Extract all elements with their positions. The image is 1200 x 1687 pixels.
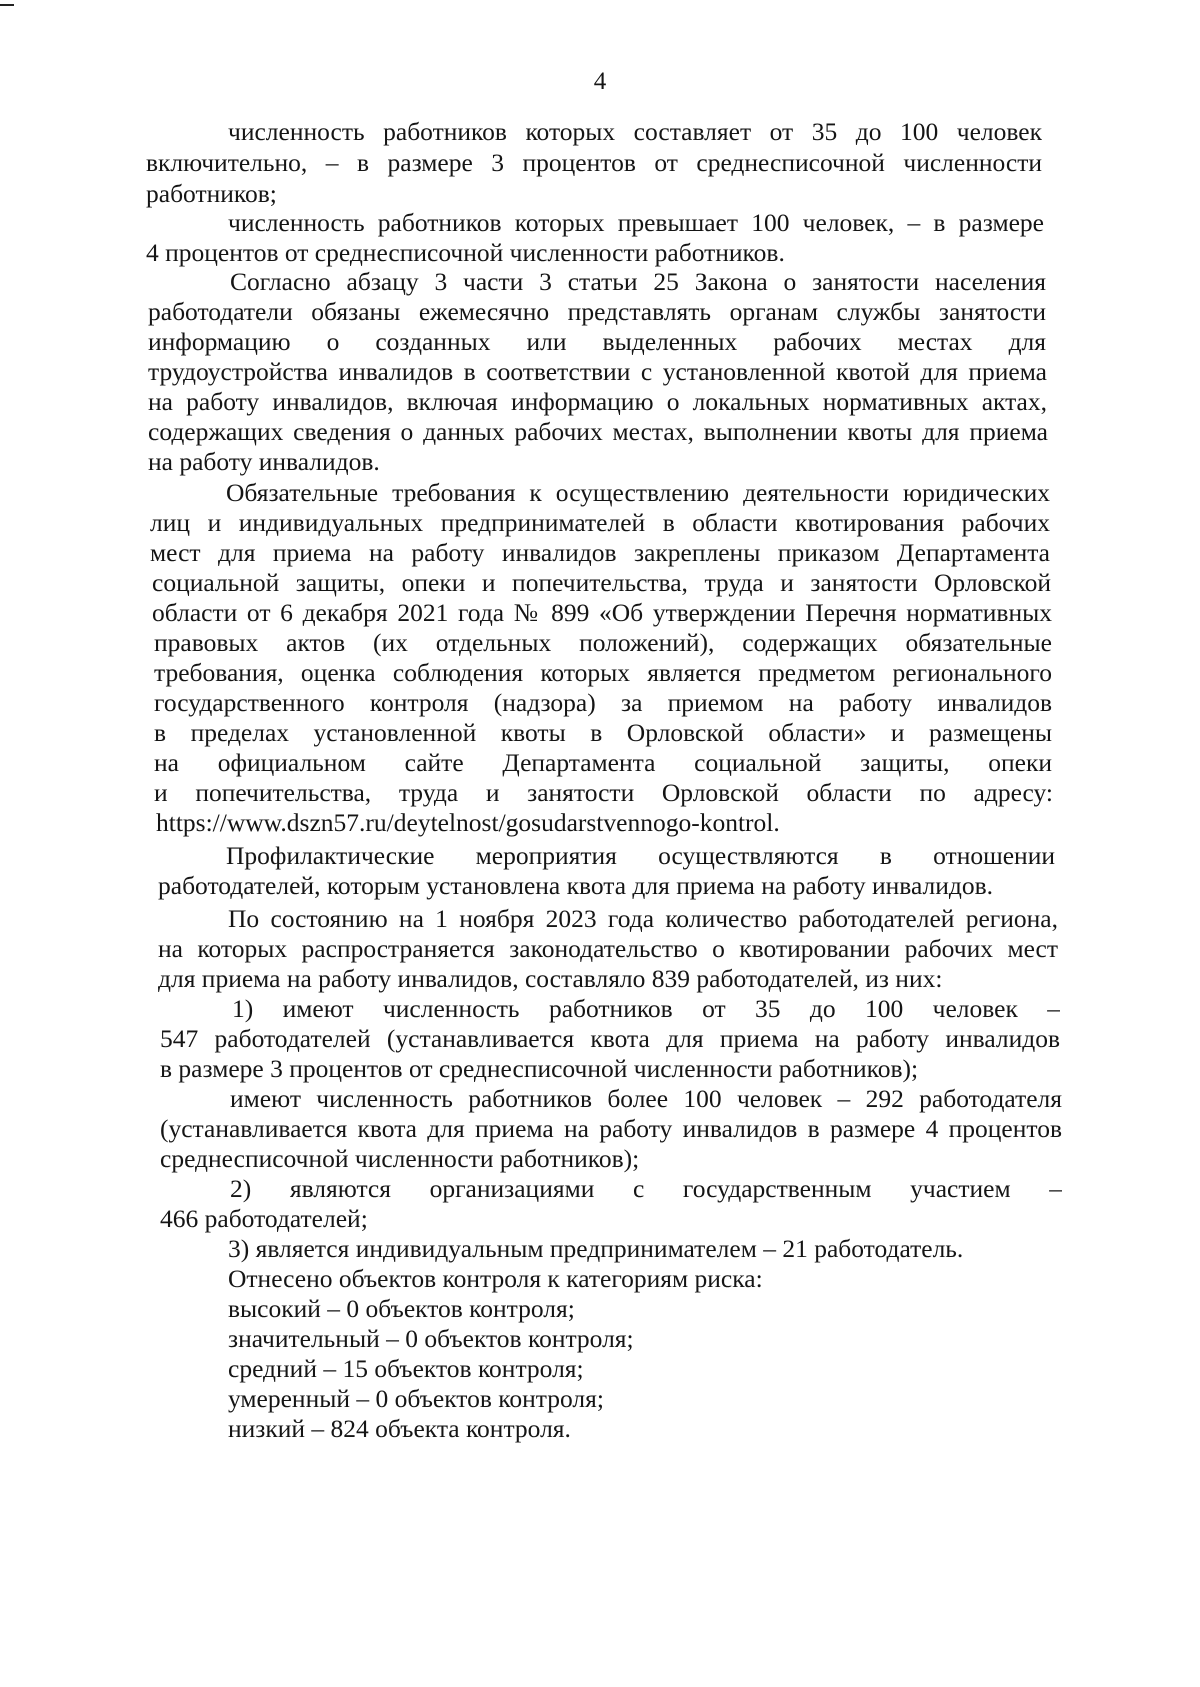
text-line: среднесписочной численности работников); xyxy=(160,1144,640,1173)
scan-corner-mark xyxy=(0,4,14,6)
text-line: лиц и индивидуальных предпринимателей в области квотирования рабочих xyxy=(150,508,1050,537)
text-line: работодатели обязаны ежемесячно представлять органам службы занятости xyxy=(148,297,1046,326)
text-line: и попечительства, труда и занятости Орловской области по адресу: xyxy=(154,778,1053,807)
text-line: мест для приема на работу инвалидов закреплены приказом Департамента xyxy=(150,538,1050,567)
text-line: правовых актов (их отдельных положений), содержащих обязательные xyxy=(154,628,1052,657)
text-line: средний – 15 объектов контроля; xyxy=(228,1354,584,1383)
text-line: 547 работодателей (устанавливается квота для приема на работу инвалидов xyxy=(160,1024,1060,1053)
text-line: низкий – 824 объекта контроля. xyxy=(228,1414,571,1443)
text-line: 4 процентов от среднесписочной численности работников. xyxy=(146,238,785,267)
text-line: значительный – 0 объектов контроля; xyxy=(228,1324,634,1353)
text-line: работников; xyxy=(146,179,277,208)
text-line: трудоустройства инвалидов в соответствии с установленной квотой для приема xyxy=(148,357,1047,386)
text-line: на которых распространяется законодательство о квотировании рабочих мест xyxy=(158,934,1058,963)
text-line: 1) имеют численность работников от 35 до 100 человек – xyxy=(232,994,1060,1023)
text-line: на работу инвалидов, включая информацию о локальных нормативных актах, xyxy=(148,387,1047,416)
text-line: на работу инвалидов. xyxy=(148,447,380,476)
text-line: включительно, – в размере 3 процентов от среднесписочной численности xyxy=(146,148,1042,177)
text-line: 466 работодателей; xyxy=(160,1204,368,1233)
text-line: в пределах установленной квоты в Орловской области» и размещены xyxy=(154,718,1052,747)
text-line: https://www.dszn57.ru/deytelnost/gosudarstvennogo-kontrol. xyxy=(156,808,780,837)
text-line: численность работников которых превышает 100 человек, – в размере xyxy=(228,208,1044,237)
text-line: 3) является индивидуальным предпринимателем – 21 работодатель. xyxy=(228,1234,964,1263)
text-line: в размере 3 процентов от среднесписочной численности работников); xyxy=(160,1054,919,1083)
text-line: (устанавливается квота для приема на работу инвалидов в размере 4 процентов xyxy=(160,1114,1062,1143)
text-line: на официальном сайте Департамента социальной защиты, опеки xyxy=(154,748,1052,777)
text-line: умеренный – 0 объектов контроля; xyxy=(228,1384,604,1413)
text-line: 2) являются организациями с государственным участием – xyxy=(230,1174,1062,1203)
text-line: информацию о созданных или выделенных рабочих местах для xyxy=(148,327,1046,356)
text-line: требования, оценка соблюдения которых является предметом регионального xyxy=(154,658,1052,687)
text-line: высокий – 0 объектов контроля; xyxy=(228,1294,575,1323)
page-number: 4 xyxy=(593,68,607,95)
text-line: содержащих сведения о данных рабочих местах, выполнении квоты для приема xyxy=(148,417,1048,446)
text-line: социальной защиты, опеки и попечительства, труда и занятости Орловской xyxy=(152,568,1051,597)
text-line: Отнесено объектов контроля к категориям риска: xyxy=(228,1264,763,1293)
text-line: имеют численность работников более 100 человек – 292 работодателя xyxy=(230,1084,1062,1113)
text-line: для приема на работу инвалидов, составляло 839 работодателей, из них: xyxy=(158,964,943,993)
text-line: По состоянию на 1 ноября 2023 года количество работодателей региона, xyxy=(228,904,1058,933)
text-line: работодателей, которым установлена квота для приема на работу инвалидов. xyxy=(158,871,994,900)
text-line: Обязательные требования к осуществлению деятельности юридических xyxy=(226,478,1050,507)
text-line: государственного контроля (надзора) за приемом на работу инвалидов xyxy=(154,688,1052,717)
text-line: численность работников которых составляет от 35 до 100 человек xyxy=(228,117,1042,146)
text-line: Согласно абзацу 3 части 3 статьи 25 Закона о занятости населения xyxy=(230,267,1046,296)
text-line: Профилактические мероприятия осуществляются в отношении xyxy=(226,841,1055,870)
text-line: области от 6 декабря 2021 года № 899 «Об утверждении Перечня нормативных xyxy=(152,598,1052,627)
